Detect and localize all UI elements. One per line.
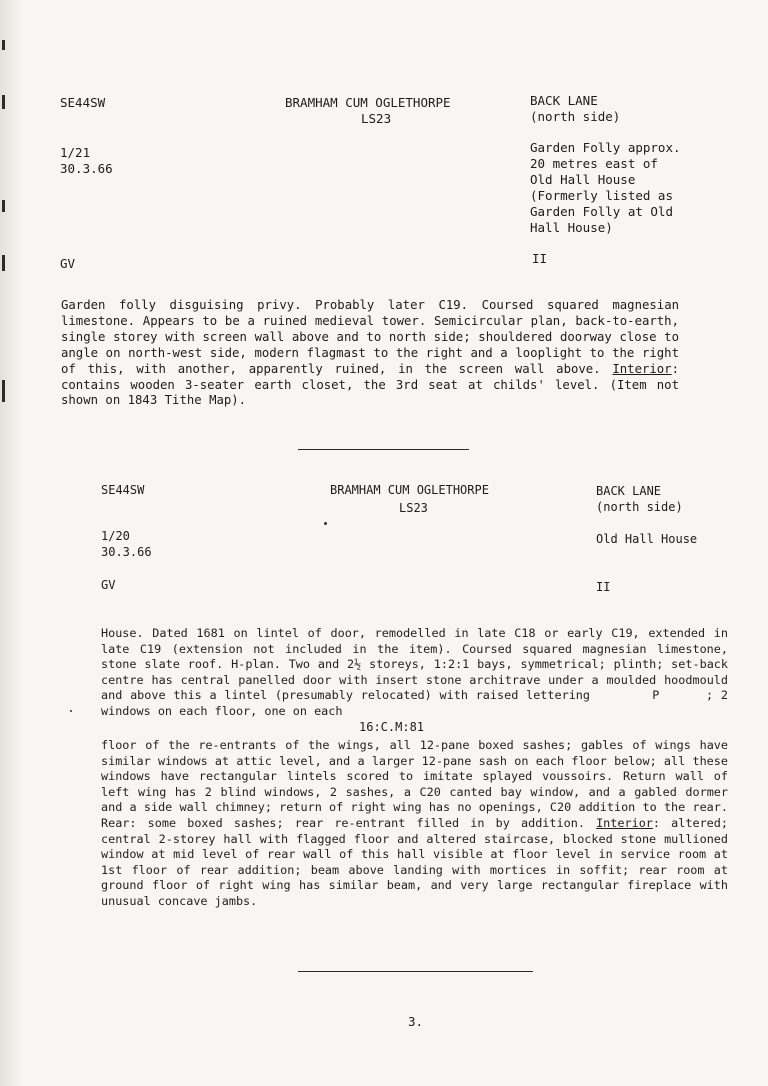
lettering-initial: P xyxy=(652,688,660,703)
parish-name: BRAMHAM CUM OGLETHORPE xyxy=(285,95,451,110)
street-side: (north side) xyxy=(530,109,621,124)
description-text: floor of the re-entrants of the wings, all 12-pane boxed sashes; gables of wings have similar windows at attic level, and a larger 12-pane sash on each floor below; all these windows have rectangular lintels scored to imitate splayed voussoirs. Return wall of left wing has 2 blind windows, 2 sashes, a C20 canted bay window, and a gabled dormer and a side wall chimney; return of right wing has no openings, C20 addition to the rear. Rear: some boxed sashes; rear re-entrant filled in by addition. xyxy=(101,738,728,830)
lettering-inscription: 16:C.M:81 xyxy=(359,720,425,734)
list-number: 1/20 xyxy=(101,529,130,543)
location-line: Garden Folly approx. xyxy=(530,140,681,155)
location-line: (Formerly listed as xyxy=(530,188,673,203)
parish-name: BRAMHAM CUM OGLETHORPE xyxy=(330,483,489,497)
description-text: ; 2 windows on each floor, one on each xyxy=(101,688,728,718)
location-line: 20 metres east of xyxy=(530,156,658,171)
group-value: GV xyxy=(60,256,76,271)
edge-mark xyxy=(2,40,5,50)
map-ref: SE44SW xyxy=(60,95,106,110)
grade: II xyxy=(596,580,611,594)
divider-rule xyxy=(298,971,533,972)
interior-label: Interior xyxy=(596,815,653,830)
grade: II xyxy=(532,251,548,266)
description-text: : contains wooden 3-seater earth closet, the 3rd seat at childs' level. (Item not shown on 1843 Tithe Map). xyxy=(61,361,679,408)
page-left-edge xyxy=(0,0,22,1086)
description xyxy=(61,298,679,409)
group-value: GV xyxy=(101,578,116,592)
location: Old Hall House xyxy=(596,532,698,546)
edge-mark xyxy=(2,255,5,271)
description-text: Garden folly disguising privy. Probably later C19. Coursed squared magnesian limestone. Appears to be a ruined medieval tower. Semicircular plan, back-to-earth, single storey with screen wall above and to north side; shouldered doorway close to angle on north-west side, modern flagmast to the right and a looplight to the right of this, with another, apparently ruined, in the screen wall above. xyxy=(61,298,679,376)
list-date: 30.3.66 xyxy=(101,545,152,559)
divider-rule xyxy=(298,449,469,450)
map-ref: SE44SW xyxy=(101,483,145,497)
street-side: (north side) xyxy=(596,500,683,514)
description xyxy=(101,626,728,720)
postcode: LS23 xyxy=(399,501,428,515)
location-line: Hall House) xyxy=(530,220,613,235)
page-number: 3. xyxy=(408,1014,424,1029)
list-number: 1/21 xyxy=(60,145,91,160)
street-name: BACK LANE xyxy=(530,93,598,108)
edge-mark xyxy=(2,95,5,109)
description-text: : altered; central 2-storey hall with flagged floor and altered staircase, blocked stone mullioned window at mid level of rear wall of this hall visible at floor level in service room at 1st floor of rear addition; beam above landing with mortices in soffit; rear room at ground floor of right wing has similar beam, and very large rectangular fireplace with unusual concave jambs. xyxy=(101,815,728,908)
street-name: BACK LANE xyxy=(596,484,662,498)
postcode: LS23 xyxy=(361,111,392,126)
scan-speck xyxy=(324,522,327,525)
scan-speck xyxy=(70,710,72,712)
location-line: Old Hall House xyxy=(530,172,636,187)
description-continued xyxy=(101,738,728,910)
location-line: Garden Folly at Old xyxy=(530,204,673,219)
description-text: House. Dated 1681 on lintel of door, remodelled in late C18 or early C19, extended in late C19 (extension not included in the item). Coursed squared magnesian limestone, stone slate roof. H-plan. Two and 2½ storeys, 1:2:1 bays, symmetrical; plinth; set-back centre has central panelled door with insert stone architrave under a moulded hoodmould and above this a lintel (presumably relocated) with raised lettering xyxy=(101,626,728,703)
edge-mark xyxy=(2,380,5,402)
edge-mark xyxy=(2,200,5,212)
list-date: 30.3.66 xyxy=(60,161,113,176)
interior-label: Interior xyxy=(612,361,672,376)
